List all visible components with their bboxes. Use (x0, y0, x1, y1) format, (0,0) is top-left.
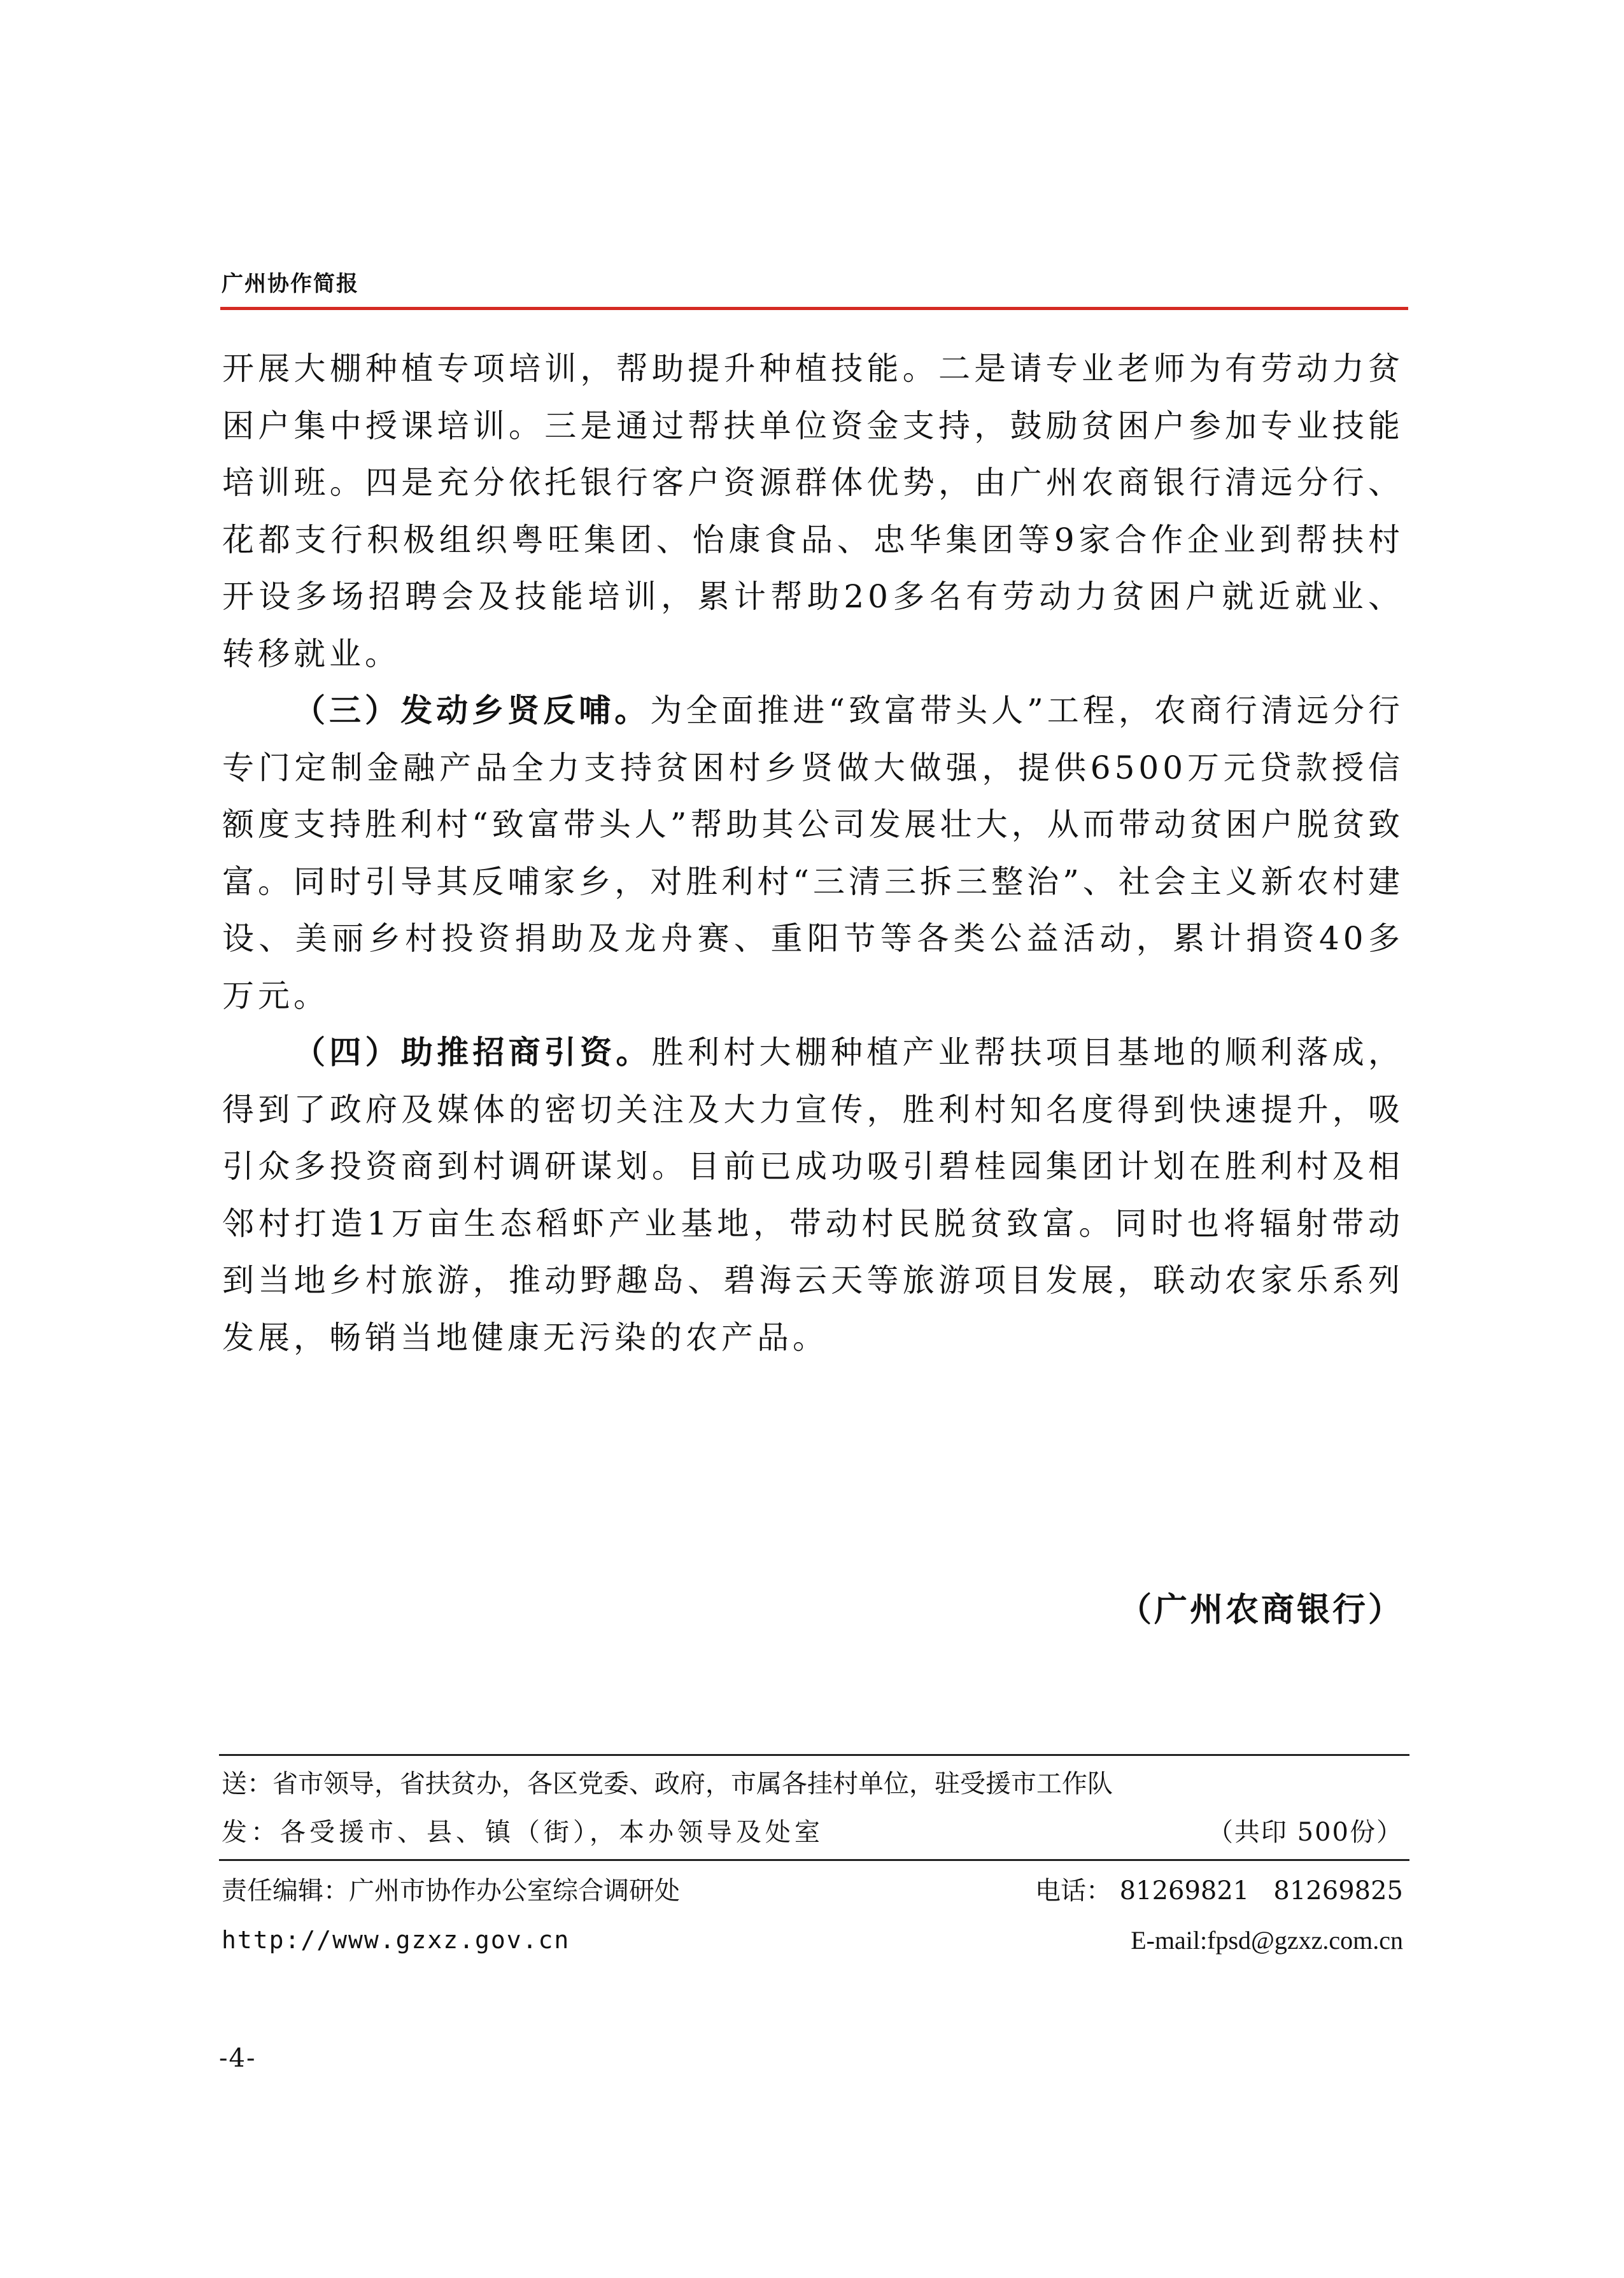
distribute-line (222, 1812, 1403, 1848)
send-to-text: 送：省市领导，省扶贫办，各区党委、政府，市属各挂村单位，驻受援市工作队 (222, 1769, 1113, 1799)
section-heading-four: （四）助推招商引资。 (293, 1034, 652, 1071)
website-link[interactable]: http://www.gzxz.gov.cn (222, 1926, 570, 1954)
footer-top-rule (219, 1754, 1409, 1756)
paragraph-rural-elites-text: 为全面推进“致富带头人”工程，农商行清远分行专门定制金融产品全力支持贫困村乡贤做大做强，提供6500万元贷款授信额度支持胜利村“致富带头人”帮助其公司发展壮大，从而带动贫困户脱贫致富。同时引导其反哺家乡，对胜利村“三清三拆三整治”、社会主义新农村建设、美丽乡村投资捐助及龙舟赛、重阳节等各类公益活动，累计捐资40多万元。 (222, 692, 1404, 1014)
paragraph-rural-elites (222, 683, 1404, 1024)
print-count: （共印 500份） (1207, 1818, 1403, 1847)
send-to-line (222, 1764, 1403, 1800)
footer-bottom-rule (219, 1859, 1409, 1861)
distribute-to-text: 发：各受援市、县、镇（街），本办领导及处室 (222, 1818, 824, 1847)
phone-numbers: 电话： 81269821 81269825 (1034, 1876, 1403, 1906)
header-divider (220, 307, 1408, 310)
header-title: 广州协作简报 (222, 271, 359, 297)
paragraph-investment-text: 胜利村大棚种植产业帮扶项目基地的顺利落成，得到了政府及媒体的密切关注及大力宣传，胜利村知名度得到快速提升，吸引众多投资商到村调研谋划。目前已成功吸引碧桂园集团计划在胜利村及相邻村打造1万亩生态稻虾产业基地，带动村民脱贫致富。同时也将辐射带动到当地乡村旅游，推动野趣岛、碧海云天等旅游项目发展，联动农家乐系列发展，畅销当地健康无污染的农产品。 (222, 1034, 1404, 1356)
article-body (222, 341, 1404, 1366)
paragraph-training: 开展大棚种植专项培训，帮助提升种植技能。二是请专业老师为有劳动力贫困户集中授课培训。三是通过帮扶单位资金支持，鼓励贫困户参加专业技能培训班。四是充分依托银行客户资源群体优势，由广州农商银行清远分行、花都支行积极组织粤旺集团、怡康食品、忠华集团等9家合作企业到帮扶村开设多场招聘会及技能培训，累计帮助20多名有劳动力贫困户就近就业、转移就业。 (222, 350, 1404, 672)
contact-line (222, 1925, 1403, 1955)
editor-line (222, 1871, 1403, 1907)
section-heading-three: （三）发动乡贤反哺。 (293, 692, 651, 729)
responsible-editor: 责任编辑：广州市协作办公室综合调研处 (222, 1876, 680, 1906)
email-link[interactable]: E-mail:fpsd@gzxz.com.cn (1131, 1926, 1403, 1955)
paragraph-investment (222, 1024, 1404, 1366)
page-number: -4- (219, 2044, 257, 2073)
author-signature: （广州农商银行） (1118, 1591, 1404, 1629)
